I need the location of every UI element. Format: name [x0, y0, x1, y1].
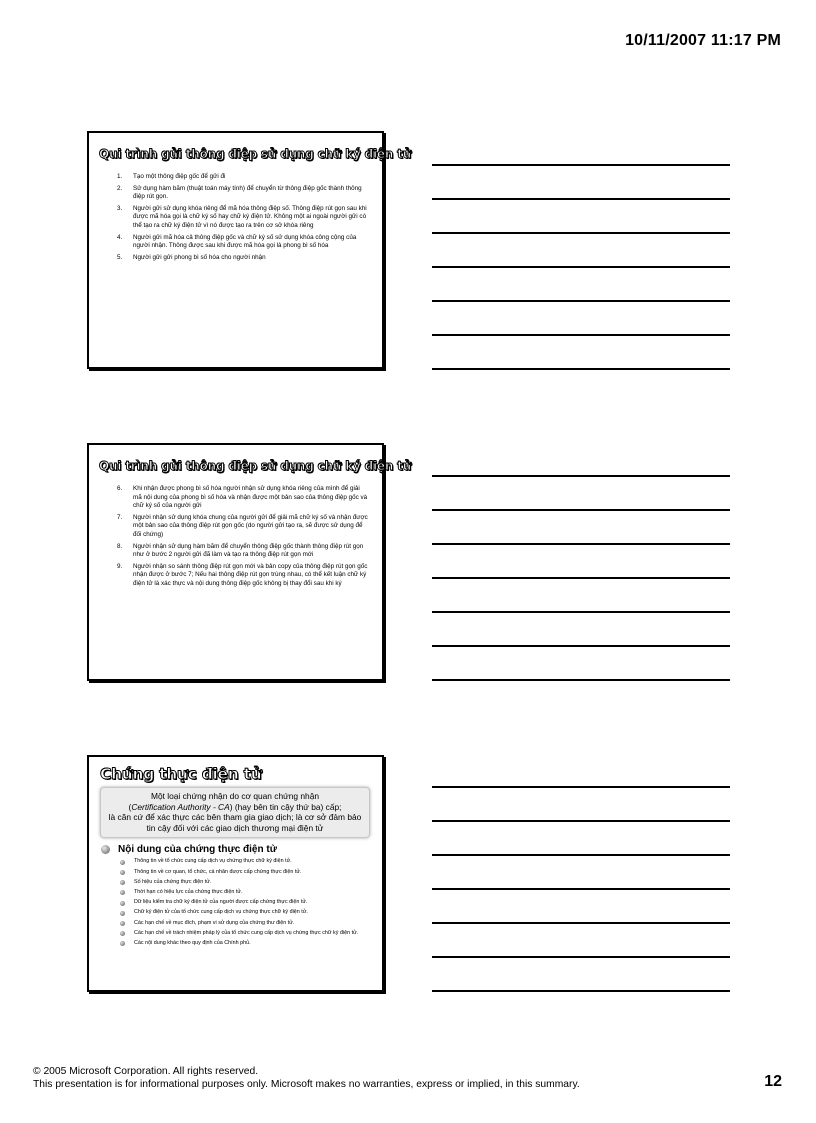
footer: [33, 1066, 580, 1091]
slide-title: Qui trình gửi thông điệp sử dụng chữ ký điện tử: [99, 147, 412, 161]
note-line: [432, 679, 730, 681]
item-text: Thông tin về cơ quan, tổ chức, cá nhân được cấp chứng thực điện tử.: [134, 868, 302, 875]
item-text: Thời hạn có hiệu lực của chứng thực điện tử.: [134, 888, 243, 895]
list-item: [89, 254, 382, 263]
list-item: [89, 930, 382, 937]
callout-text: Một loại chứng nhận do cơ quan chứng nhận: [150, 791, 320, 801]
list-item: [89, 889, 382, 896]
step-number: 1.: [117, 173, 123, 180]
note-line: [432, 888, 730, 890]
slide-3: [87, 755, 384, 992]
step-text: Sử dụng hàm băm (thuật toán máy tính) để chuyển từ thông điệp gốc thành thông điệp rút gọn.: [133, 184, 362, 201]
list-item: [89, 234, 382, 251]
list-item: [89, 543, 382, 560]
step-number: 5.: [117, 253, 123, 261]
note-line: [432, 577, 730, 579]
note-line: [432, 266, 730, 268]
list-item: [89, 185, 382, 202]
page-number: 12: [764, 1073, 782, 1090]
note-line: [432, 854, 730, 856]
step-text: Tạo một thông điệp gốc để gửi đi: [133, 173, 226, 180]
list-item: [89, 940, 382, 947]
item-text: Thông tin về tổ chức cung cấp dịch vụ chứng thực chữ ký điện tử.: [134, 858, 292, 865]
bullet-icon: [120, 890, 125, 895]
bullet-icon: [101, 845, 110, 854]
note-line: [432, 300, 730, 302]
bullet-icon: [120, 941, 125, 946]
step-number: 2.: [117, 184, 123, 192]
note-line: [432, 509, 730, 511]
slide-1: [87, 131, 412, 369]
note-line: [432, 645, 730, 647]
callout-text: (hay bên tin cậy thứ ba) cấp;: [232, 801, 342, 812]
note-line: [432, 334, 730, 336]
bullet-icon: [120, 911, 125, 916]
step-text: Người nhận sử dụng khóa chung của người gửi để giải mã chữ ký số và nhận được một bản sao của thông điệp rút gọn gốc (do người gửi tạo ra, sẽ được sử dụng để đối chứng): [133, 513, 368, 538]
note-line: [432, 820, 730, 822]
step-number: 6.: [117, 485, 123, 492]
section-heading-row: [101, 844, 382, 855]
note-line: [432, 198, 730, 200]
list-item: [89, 879, 382, 886]
print-timestamp: 10/11/2007 11:17 PM: [625, 32, 781, 49]
note-line: [432, 543, 730, 545]
step-text: Người nhận sử dụng hàm băm để chuyển thông điệp gốc thành thông điệp rút gọn như ở bước 2 người gửi đã làm và tạo ra thông điệp rút gọn mới: [133, 542, 364, 559]
definition-callout: [100, 787, 370, 838]
callout-text: là căn cứ để xác thực các bên tham gia giao dịch; là cơ sở đảm bảo tin cậy đối với các giao dịch thương mại điện tử: [108, 812, 362, 833]
bullet-icon: [120, 901, 125, 906]
step-text: Người nhận so sánh thông điệp rút gọn mới và bản copy của thông điệp rút gọn gốc nhận được ở bước 7; Nếu hai thông điệp rút gọn trùng nhau, có thể kết luận chữ ký điện tử là xác thực và nội dung thông điệp gốc không bị thay đổi sau khi ký: [133, 562, 368, 587]
step-number: 8.: [117, 542, 123, 550]
bullet-icon: [120, 870, 125, 875]
bullet-icon: [120, 921, 125, 926]
list-item: [89, 920, 382, 927]
slide-title: Qui trình gửi thông điệp sử dụng chữ ký điện tử: [99, 459, 412, 473]
note-line: [432, 368, 730, 370]
note-line: [432, 786, 730, 788]
item-text: Số hiệu của chứng thực điện tử.: [134, 878, 212, 885]
step-number: 3.: [117, 204, 123, 212]
note-line: [432, 922, 730, 924]
note-line: [432, 611, 730, 613]
copyright-text: © 2005 Microsoft Corporation. All rights reserved.: [33, 1066, 259, 1077]
note-line: [432, 990, 730, 992]
contents-list: [89, 858, 382, 947]
section-heading: Nội dung của chứng thực điện tử: [118, 844, 277, 856]
step-number: 4.: [117, 233, 123, 241]
list-item: [89, 909, 382, 916]
list-item: [89, 563, 382, 589]
callout-line: Một loại chứng nhận do cơ quan chứng nhận (Certification Authority - CA) (hay bên tin cậy thứ ba) cấp;: [128, 791, 342, 812]
callout-term: Certification Authority - CA: [131, 801, 230, 812]
slide-2: [87, 443, 412, 681]
note-line: [432, 475, 730, 477]
note-line: [432, 164, 730, 166]
item-text: Các hạn chế về trách nhiệm pháp lý của tổ chức cung cấp dịch vụ chứng thực chữ ký điện tử.: [134, 929, 359, 936]
step-number: 9.: [117, 562, 123, 570]
step-text: Khi nhận được phong bì số hóa người nhận sử dụng khóa riêng của mình để giải mã nội dung của phong bì số hóa và nhận được một bản sao của thông điệp gốc và chữ ký số của người gửi: [133, 485, 368, 510]
step-number: 7.: [117, 513, 123, 521]
item-text: Các hạn chế về mục đích, phạm vi sử dụng của chứng thư điện tử.: [134, 919, 295, 926]
list-item: [89, 899, 382, 906]
step-text: Người gửi mã hóa cả thông điệp gốc và chữ ký số sử dụng khóa công cộng của người nhận. Thông được sau khi được mã hóa gọi là phong bì số hóa: [133, 233, 357, 250]
list-item: [89, 514, 382, 540]
note-line: [432, 956, 730, 958]
step-text: Người gửi sử dụng khóa riêng để mã hóa thông điệp số. Thông điệp rút gọn sau khi được mã hóa gọi là chữ ký số hay chữ ký điện tử. Không một ai ngoài người gửi có thể tạo ra chữ ký điện tử vì nó được tạo ra trên cơ sở khóa riêng: [133, 204, 367, 229]
item-text: Dữ liệu kiểm tra chữ ký điện tử của người được cấp chứng thực điện tử.: [134, 899, 308, 906]
item-text: Các nội dung khác theo quy định của Chính phủ.: [134, 940, 251, 946]
bullet-icon: [120, 880, 125, 885]
item-text: Chữ ký điện tử của tổ chức cung cấp dịch vụ chứng thực chữ ký điện tử.: [134, 909, 308, 916]
list-item: [89, 485, 382, 511]
step-text: Người gửi gửi phong bì số hóa cho người nhận: [133, 253, 266, 261]
bullet-icon: [120, 931, 125, 936]
list-item: [89, 205, 382, 231]
steps-list: [89, 173, 382, 262]
bullet-icon: [120, 860, 125, 865]
list-item: [89, 858, 382, 865]
list-item: [89, 173, 382, 182]
note-line: [432, 232, 730, 234]
list-item: [89, 869, 382, 876]
disclaimer-text: This presentation is for informational purposes only. Microsoft makes no warranties, express or implied, in this summary.: [33, 1078, 580, 1090]
steps-list: [89, 485, 382, 589]
slide-title: Chứng thực điện tử: [100, 765, 262, 783]
